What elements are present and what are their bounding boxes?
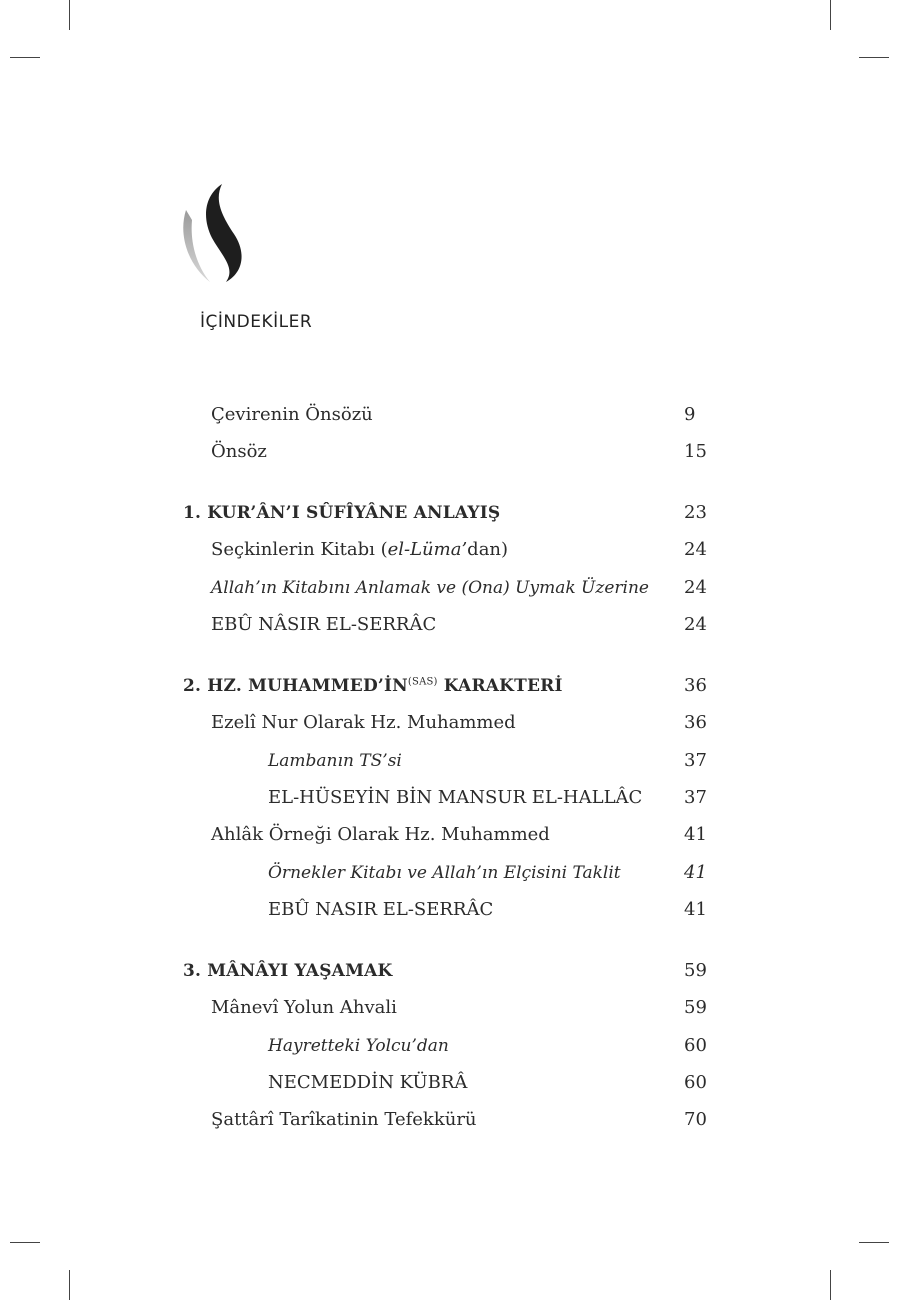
toc-entry-title: Mânevî Yolun Ahvali bbox=[211, 997, 397, 1018]
toc-entry-title: Şattârî Tarîkatinin Tefekkürü bbox=[211, 1109, 477, 1130]
toc-entry[interactable] bbox=[0, 822, 900, 848]
crop-mark bbox=[69, 1270, 70, 1300]
toc-entry[interactable] bbox=[0, 1107, 900, 1133]
crop-mark bbox=[69, 0, 70, 30]
toc-entry-page: 24 bbox=[684, 614, 707, 635]
toc-entry-page: 59 bbox=[684, 997, 707, 1018]
toc-entry-page: 60 bbox=[684, 1035, 707, 1056]
toc-entry-page: 41 bbox=[684, 824, 707, 845]
toc-chapter-page: 59 bbox=[684, 960, 707, 981]
toc-entry[interactable] bbox=[0, 1033, 900, 1059]
calligraphic-vav-ornament-icon bbox=[178, 180, 248, 285]
toc-entry[interactable] bbox=[0, 439, 900, 465]
toc-entry-page: 70 bbox=[684, 1109, 707, 1130]
crop-mark bbox=[830, 0, 831, 30]
toc-entry-title: EBÛ NASIR EL-SERRÂC bbox=[268, 899, 494, 920]
toc-entry-page: 60 bbox=[684, 1072, 707, 1093]
toc-entry[interactable] bbox=[0, 785, 900, 811]
toc-entry-page: 37 bbox=[684, 750, 707, 771]
toc-entry-title: Lambanın TS’si bbox=[268, 751, 402, 771]
toc-entry[interactable] bbox=[0, 575, 900, 601]
crop-mark bbox=[830, 1270, 831, 1300]
toc-entry-title: EL-HÜSEYİN BİN MANSUR EL-HALLÂC bbox=[268, 787, 643, 808]
toc-entry-page: 41 bbox=[684, 862, 707, 883]
toc-chapter-page: 36 bbox=[684, 675, 707, 696]
toc-entry-title: NECMEDDİN KÜBRÂ bbox=[268, 1072, 468, 1093]
toc-entry-page: 24 bbox=[684, 539, 707, 560]
toc-entry-title: Ezelî Nur Olarak Hz. Muhammed bbox=[211, 712, 516, 733]
toc-entry-title: Hayretteki Yolcu’dan bbox=[268, 1036, 449, 1056]
toc-entry-page: 37 bbox=[684, 787, 707, 808]
crop-mark bbox=[859, 1242, 889, 1243]
toc-entry-page: 24 bbox=[684, 577, 707, 598]
toc-entry[interactable] bbox=[0, 1070, 900, 1096]
toc-chapter-page: 23 bbox=[684, 502, 707, 523]
toc-entry-title: Seçkinlerin Kitabı (el-Lüma’dan) bbox=[211, 539, 509, 560]
toc-chapter[interactable] bbox=[0, 673, 900, 699]
toc-entry-title: Örnekler Kitabı ve Allah’ın Elçisini Taklit bbox=[268, 863, 621, 883]
toc-entry-title: EBÛ NÂSIR EL-SERRÂC bbox=[211, 614, 437, 635]
crop-mark bbox=[10, 1242, 40, 1243]
toc-entry-title: Çevirenin Önsözü bbox=[211, 404, 373, 425]
toc-entry[interactable] bbox=[0, 748, 900, 774]
toc-chapter-title: 3. MÂNÂYI YAŞAMAK bbox=[183, 961, 393, 981]
toc-entry[interactable] bbox=[0, 860, 900, 886]
toc-entry[interactable] bbox=[0, 897, 900, 923]
crop-mark bbox=[859, 57, 889, 58]
toc-chapter-title: 1. KUR’ÂN’I SÛFÎYÂNE ANLAYIŞ bbox=[183, 503, 501, 523]
toc-chapter-title: 2. HZ. $MUHAMMED’İN^{(SAS)}$ KARAKTERİ bbox=[183, 676, 563, 696]
toc-entry-page: 9 bbox=[684, 404, 696, 425]
toc-entry-title: Önsöz bbox=[211, 441, 267, 462]
toc-entry-title: Ahlâk Örneği Olarak Hz. Muhammed bbox=[211, 824, 550, 845]
toc-entry[interactable] bbox=[0, 537, 900, 563]
toc-entry[interactable] bbox=[0, 995, 900, 1021]
toc-entry[interactable] bbox=[0, 710, 900, 736]
toc-entry[interactable] bbox=[0, 612, 900, 638]
toc-entry[interactable] bbox=[0, 402, 900, 428]
toc-chapter[interactable] bbox=[0, 500, 900, 526]
toc-entry-title: Allah’ın Kitabını Anlamak ve (Ona) Uymak Üzerine bbox=[211, 578, 649, 598]
toc-entry-page: 15 bbox=[684, 441, 707, 462]
toc-heading: İÇİNDEKİLER bbox=[200, 312, 313, 332]
toc-entry-page: 36 bbox=[684, 712, 707, 733]
crop-mark bbox=[10, 57, 40, 58]
toc-entry-page: 41 bbox=[684, 899, 707, 920]
toc-chapter[interactable] bbox=[0, 958, 900, 984]
